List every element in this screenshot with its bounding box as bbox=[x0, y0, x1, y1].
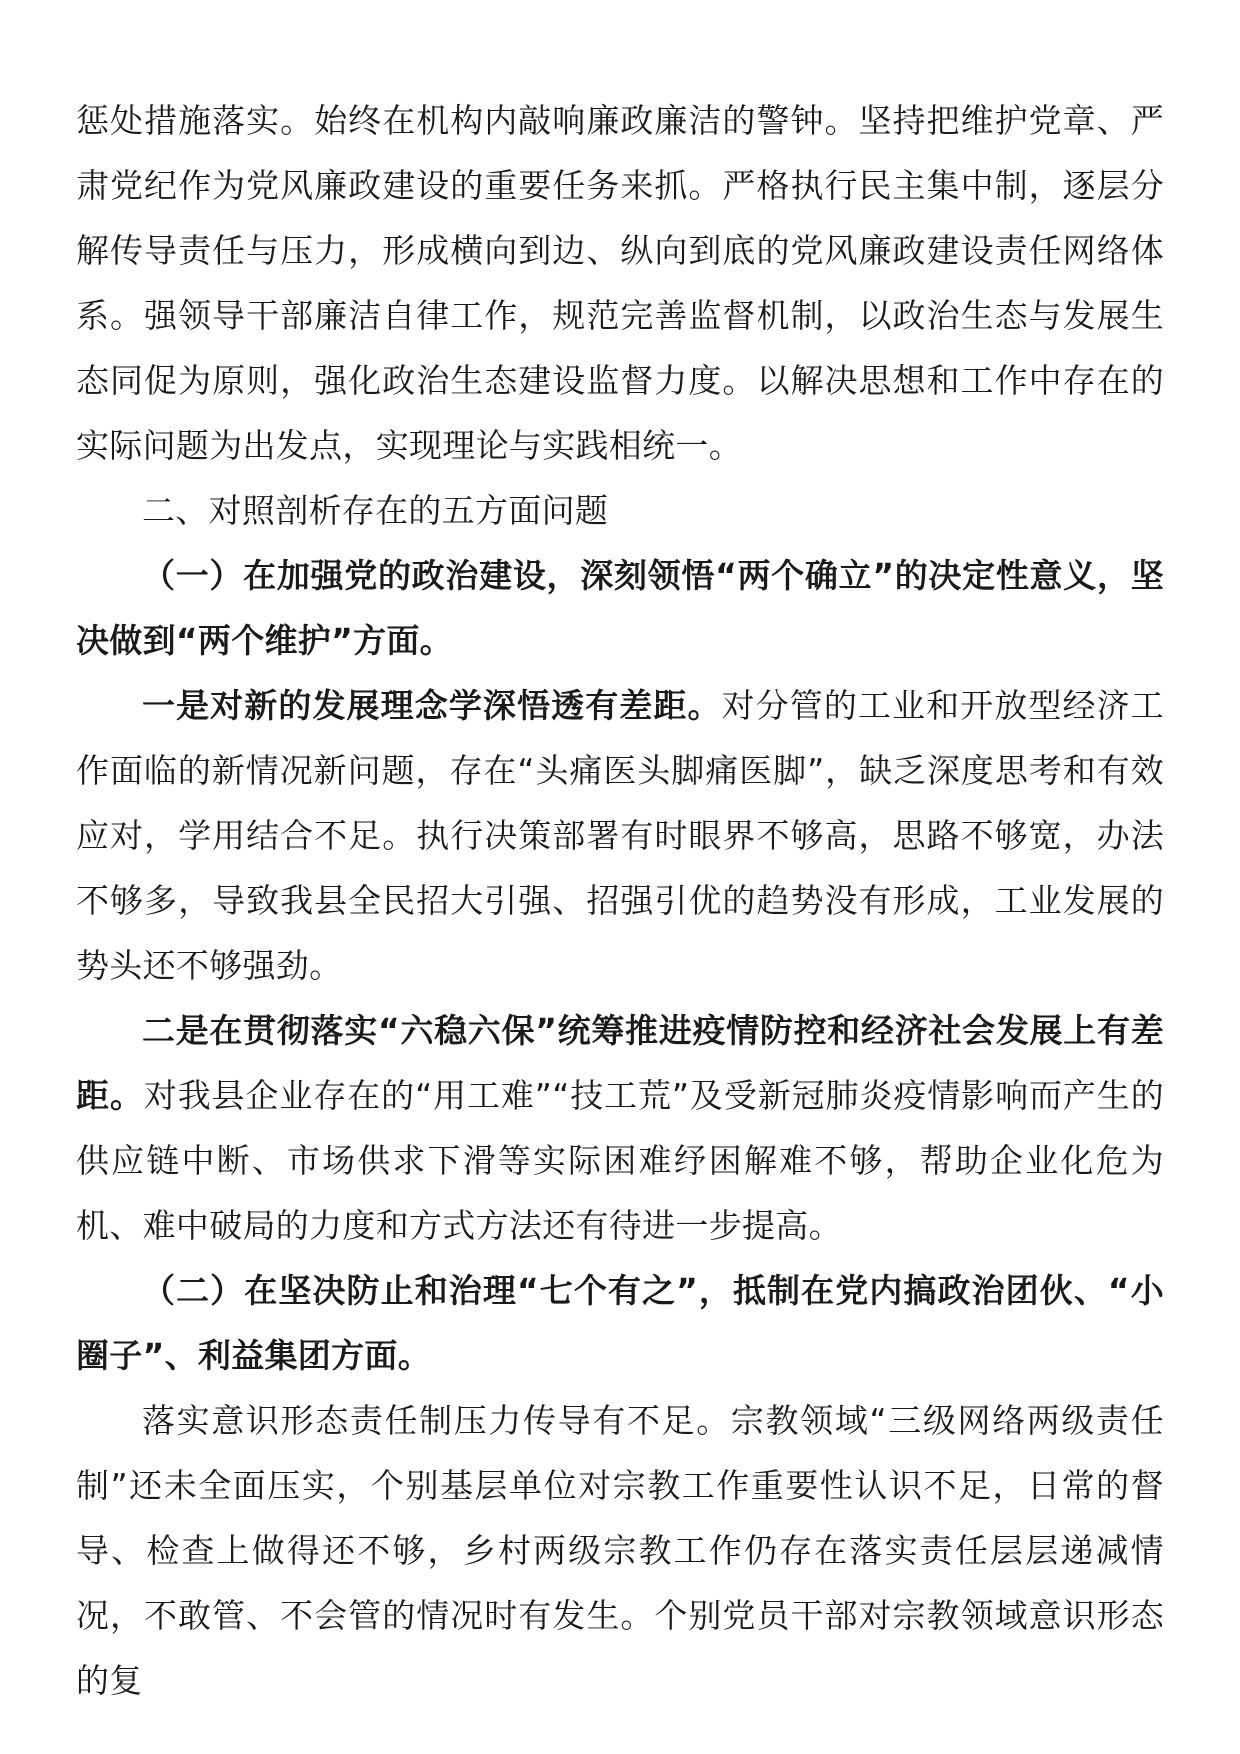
paragraph-point-two bbox=[76, 998, 1164, 1258]
document-body bbox=[76, 88, 1164, 1713]
subsection-heading-one: （一）在加强党的政治建设，深刻领悟“两个确立”的决定性意义，坚决做到“两个维护”方面。 bbox=[76, 556, 1164, 660]
paragraph-continuation: 惩处措施落实。始终在机构内敲响廉政廉洁的警钟。坚持把维护党章、严肃党纪作为党风廉政建设的重要任务来抓。严格执行民主集中制，逐层分解传导责任与压力，形成横向到边、纵向到底的党风廉政建设责任网络体系。强领导干部廉洁自律工作，规范完善监督机制，以政治生态与发展生态同促为原则，强化政治生态建设监督力度。以解决思想和工作中存在的实际问题为出发点，实现理论与实践相统一。 bbox=[76, 101, 1164, 465]
paragraph-point-two-body: 对我县企业存在的“用工难”“技工荒”及受新冠肺炎疫情影响而产生的供应链中断、市场供求下滑等实际困难纾困解难不够，帮助企业化危为机、难中破局的力度和方式方法还有待进一步提高。 bbox=[76, 1076, 1165, 1245]
paragraph-ideology-responsibility: 落实意识形态责任制压力传导有不足。宗教领域“三级网络两级责任制”还未全面压实，个别基层单位对宗教工作重要性认识不足，日常的督导、检查上做得还不够，乡村两级宗教工作仍存在落实责任层层递减情况，不敢管、不会管的情况时有发生。个别党员干部对宗教领域意识形态的复 bbox=[76, 1401, 1164, 1700]
subsection-heading-two: （二）在坚决防止和治理“七个有之”，抵制在党内搞政治团伙、“小圈子”、利益集团方面。 bbox=[76, 1271, 1164, 1375]
paragraph-point-one bbox=[76, 673, 1164, 998]
paragraph-point-one-lead: 一是对新的发展理念学深悟透有差距。 bbox=[142, 686, 722, 725]
paragraph-point-one-body: 对分管的工业和开放型经济工作面临的新情况新问题，存在“头痛医头脚痛医脚”，缺乏深度思考和有效应对，学用结合不足。执行决策部署有时眼界不够高，思路不够宽，办法不够多，导致我县全民招大引强、招强引优的趋势没有形成，工业发展的势头还不够强劲。 bbox=[76, 686, 1164, 985]
section-heading-two: 二、对照剖析存在的五方面问题 bbox=[142, 491, 609, 530]
paragraph-point-two-lead: 二是在贯彻落实“六稳六保”统筹推进疫情防控和经济社会发展上有差距。 bbox=[76, 1011, 1164, 1115]
